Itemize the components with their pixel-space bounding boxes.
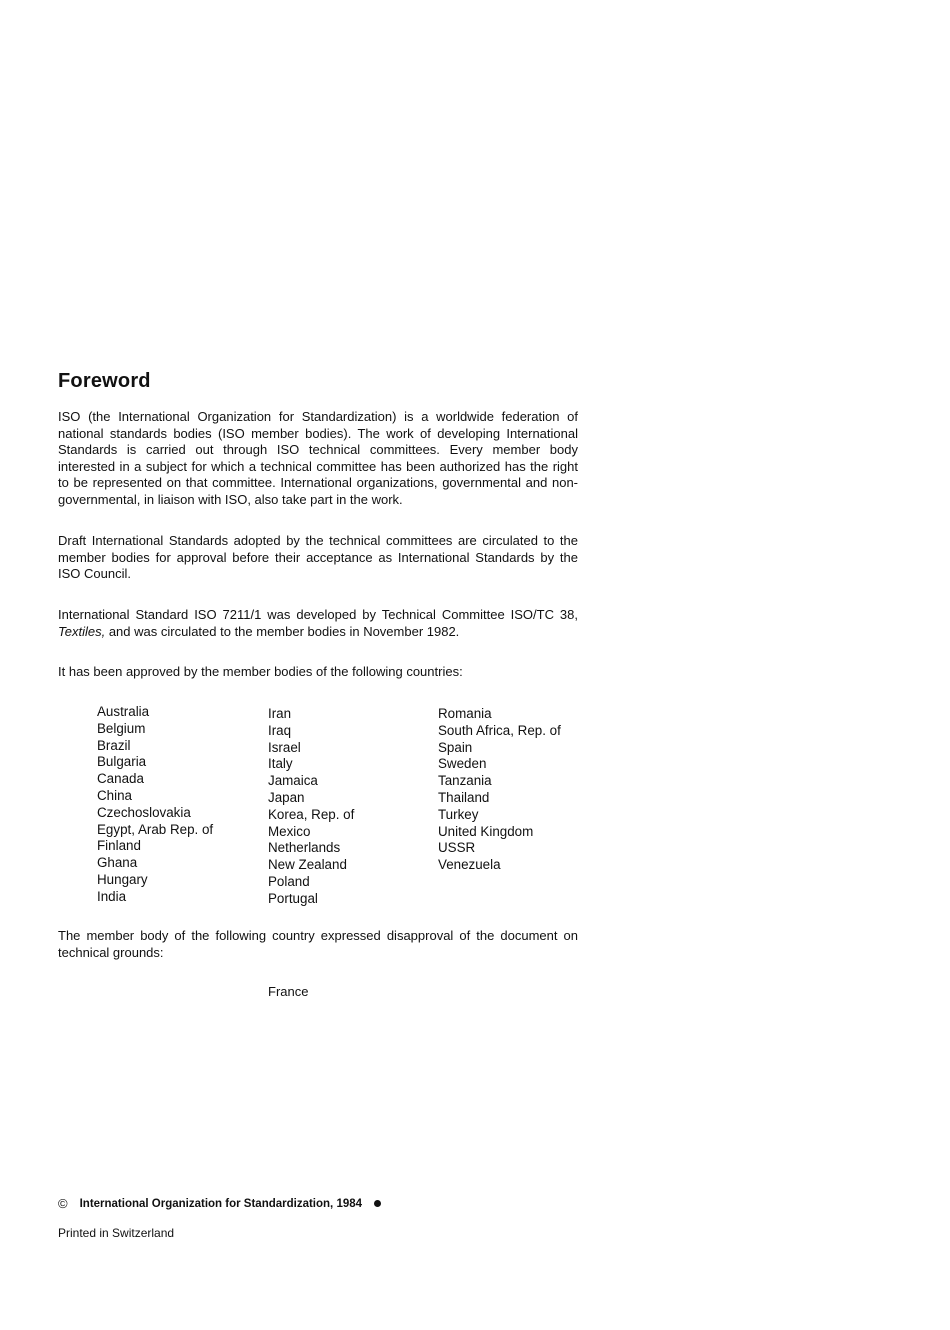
paragraph-3-text-start: International Standard ISO 7211/1 was developed by Technical Committee ISO/TC 38, bbox=[58, 607, 578, 622]
country-item: Tanzania bbox=[438, 773, 492, 789]
country-list-column-2 bbox=[268, 706, 354, 908]
country-item: Mexico bbox=[268, 823, 311, 839]
country-item: Jamaica bbox=[268, 773, 318, 789]
country-list-column-3 bbox=[438, 706, 561, 874]
country-item: Portugal bbox=[268, 890, 318, 906]
country-item: Iraq bbox=[268, 722, 292, 738]
country-item: Thailand bbox=[438, 789, 490, 805]
committee-title: Textiles, bbox=[58, 623, 106, 639]
country-item: Japan bbox=[268, 789, 305, 805]
country-item: Ghana bbox=[97, 855, 138, 871]
country-item: Brazil bbox=[97, 737, 131, 753]
country-item: Sweden bbox=[438, 756, 487, 772]
country-item: Poland bbox=[268, 873, 310, 889]
foreword-paragraph-3 bbox=[58, 607, 578, 640]
foreword-heading: Foreword bbox=[58, 370, 151, 392]
foreword-paragraph-1: ISO (the International Organization for Standardization) is a worldwide federation of national standards bodies (ISO member bodies). The work of developing International Standards is carried out through ISO technical committees. Every member body interested in a subject for which a technical committee has been authorized has the right to be represented on that committee. International organizations, governmental and non-governmental, in liaison with ISO, also take part in the work. bbox=[58, 409, 578, 507]
country-item: Iran bbox=[268, 706, 292, 721]
printed-location: Printed in Switzerland bbox=[58, 1226, 175, 1240]
country-item: USSR bbox=[438, 840, 476, 856]
country-item: Belgium bbox=[97, 720, 146, 736]
copyright-text: International Organization for Standardization, 1984 bbox=[79, 1197, 363, 1210]
country-item: Romania bbox=[438, 706, 492, 721]
country-item: China bbox=[97, 787, 132, 803]
bullet-icon bbox=[374, 1200, 381, 1207]
country-item: Korea, Rep. of bbox=[268, 806, 355, 822]
paragraph-3-text-end: and was circulated to the member bodies in November 1982. bbox=[105, 623, 460, 639]
foreword-paragraph-2: Draft International Standards adopted by the technical committees are circulated to the member bodies for approval before their acceptance as International Standards by the ISO Council. bbox=[58, 533, 578, 582]
country-item: Bulgaria bbox=[97, 754, 147, 770]
country-item: Italy bbox=[268, 756, 293, 772]
disapproving-country: France bbox=[268, 984, 309, 999]
country-item: New Zealand bbox=[268, 857, 347, 873]
country-item: Australia bbox=[97, 704, 150, 719]
country-item: Turkey bbox=[438, 806, 479, 822]
country-item: Israel bbox=[268, 739, 301, 755]
copyright-line bbox=[58, 1196, 381, 1211]
copyright-symbol: © bbox=[58, 1196, 68, 1211]
country-item: Netherlands bbox=[268, 840, 341, 856]
country-item: Hungary bbox=[97, 871, 148, 887]
country-item: Czechoslovakia bbox=[97, 804, 191, 820]
country-item: Canada bbox=[97, 771, 144, 787]
country-item: India bbox=[97, 888, 127, 904]
country-item: South Africa, Rep. of bbox=[438, 722, 561, 738]
approval-intro: It has been approved by the member bodies of the following countries: bbox=[58, 664, 463, 679]
disapproval-intro: The member body of the following country expressed disapproval of the document on technical grounds: bbox=[58, 928, 578, 960]
country-item: Spain bbox=[438, 739, 473, 755]
country-list-column-1 bbox=[97, 704, 213, 906]
country-item: Venezuela bbox=[438, 857, 501, 873]
country-item: Egypt, Arab Rep. of bbox=[97, 821, 214, 837]
country-item: Finland bbox=[97, 838, 141, 854]
country-item: United Kingdom bbox=[438, 823, 534, 839]
